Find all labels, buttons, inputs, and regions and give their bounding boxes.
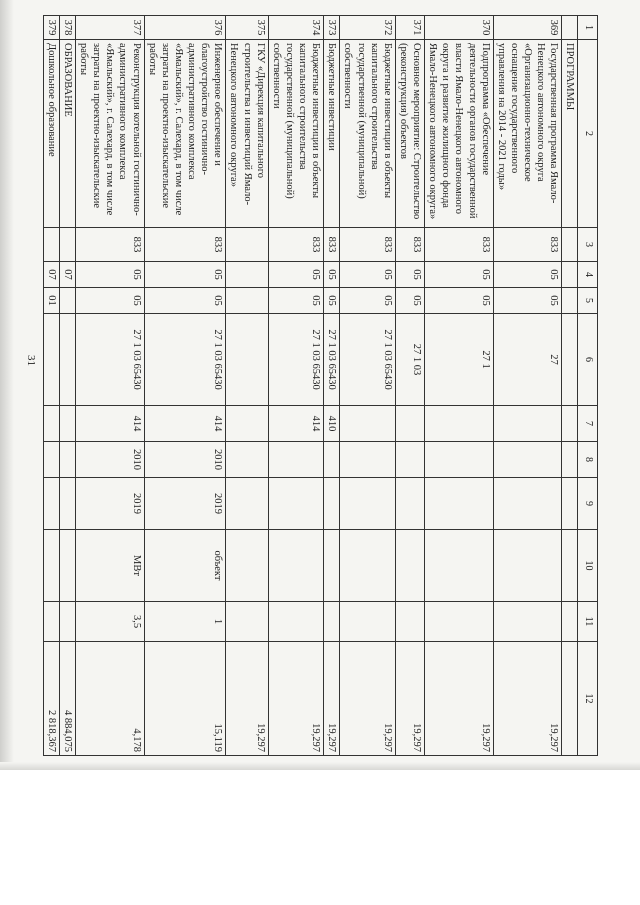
code-col7 <box>43 406 59 442</box>
year-start <box>59 442 75 478</box>
table-row <box>425 16 494 756</box>
code-col3 <box>43 228 59 262</box>
column-header: 5 <box>578 288 598 314</box>
row-number: 370 <box>425 16 494 40</box>
code-col3 <box>59 228 75 262</box>
row-name: Бюджетные инвестиции в объекты капитального строительства государственной (муниципальной) собственности <box>268 40 324 228</box>
table-row <box>493 16 562 756</box>
capacity <box>340 602 396 642</box>
table-row <box>268 16 324 756</box>
row-number: 377 <box>76 16 145 40</box>
amount: 4,178 <box>76 642 145 756</box>
year-start: 2010 <box>76 442 145 478</box>
code-col7: 414 <box>76 406 145 442</box>
amount: 19,297 <box>226 642 268 756</box>
code-col6 <box>226 314 268 406</box>
capacity <box>425 602 494 642</box>
code-col7: 410 <box>324 406 340 442</box>
year-start <box>493 442 562 478</box>
unit <box>324 530 340 602</box>
year-end <box>340 478 396 530</box>
code-col5: 05 <box>395 288 424 314</box>
table-row <box>76 16 145 756</box>
table-row <box>324 16 340 756</box>
year-end: 2019 <box>144 478 226 530</box>
code-col3 <box>562 228 578 262</box>
year-start <box>340 442 396 478</box>
code-col4: 05 <box>324 262 340 288</box>
year-start <box>268 442 324 478</box>
code-col6 <box>43 314 59 406</box>
amount: 4 884,075 <box>59 642 75 756</box>
code-col4: 05 <box>395 262 424 288</box>
code-col4: 05 <box>76 262 145 288</box>
column-header: 1 <box>578 16 598 40</box>
column-header: 9 <box>578 478 598 530</box>
amount: 19,297 <box>493 642 562 756</box>
row-name: Инженерное обеспечение и благоустройство гостинично-административного комплекса «Ямальский», г. Салехард, в том числе затраты на проектно-изыскательские работы <box>144 40 226 228</box>
code-col3: 833 <box>324 228 340 262</box>
unit <box>340 530 396 602</box>
table-row <box>226 16 268 756</box>
year-end: 2019 <box>76 478 145 530</box>
code-col3: 833 <box>425 228 494 262</box>
code-col7 <box>425 406 494 442</box>
unit <box>59 530 75 602</box>
row-name: Подпрограмма «Обеспечение деятельности органов государственной власти Ямало-Ненецкого автономного округа и развитие жилищного фонда Ямало-Ненецкого автономного округа» <box>425 40 494 228</box>
table-row <box>395 16 424 756</box>
amount: 15,119 <box>144 642 226 756</box>
column-header: 12 <box>578 642 598 756</box>
header-row <box>578 16 598 756</box>
year-start <box>226 442 268 478</box>
code-col4 <box>226 262 268 288</box>
code-col3: 833 <box>493 228 562 262</box>
capacity <box>268 602 324 642</box>
code-col4: 05 <box>144 262 226 288</box>
table-body <box>43 16 578 756</box>
year-start <box>43 442 59 478</box>
table-row <box>340 16 396 756</box>
year-start <box>425 442 494 478</box>
code-col4: 05 <box>340 262 396 288</box>
code-col5: 05 <box>493 288 562 314</box>
code-col4: 05 <box>425 262 494 288</box>
page-shadow-bottom <box>0 762 640 770</box>
row-number: 375 <box>226 16 268 40</box>
code-col6 <box>59 314 75 406</box>
row-name: Бюджетные инвестиции в объекты капитального строительства государственной (муниципальной) собственности <box>340 40 396 228</box>
column-header: 4 <box>578 262 598 288</box>
code-col6: 27 1 <box>425 314 494 406</box>
code-col6: 27 1 03 <box>395 314 424 406</box>
code-col4: 05 <box>268 262 324 288</box>
amount: 2 818,367 <box>43 642 59 756</box>
code-col3: 833 <box>76 228 145 262</box>
table-row <box>43 16 59 756</box>
code-col6: 27 1 03 65430 <box>76 314 145 406</box>
unit: МВт <box>76 530 145 602</box>
code-col6: 27 1 03 65430 <box>324 314 340 406</box>
capacity <box>562 602 578 642</box>
code-col5 <box>59 288 75 314</box>
capacity <box>493 602 562 642</box>
year-end <box>324 478 340 530</box>
code-col5 <box>562 288 578 314</box>
table-row <box>59 16 75 756</box>
column-header: 11 <box>578 602 598 642</box>
capacity: 1 <box>144 602 226 642</box>
year-end <box>226 478 268 530</box>
rotated-table-container <box>45 15 598 755</box>
year-start <box>562 442 578 478</box>
code-col3 <box>226 228 268 262</box>
amount: 19,297 <box>324 642 340 756</box>
amount: 19,297 <box>268 642 324 756</box>
page-number: 31 <box>25 355 37 366</box>
unit <box>43 530 59 602</box>
code-col4: 07 <box>43 262 59 288</box>
code-col7 <box>226 406 268 442</box>
capacity <box>324 602 340 642</box>
capacity <box>59 602 75 642</box>
capacity <box>226 602 268 642</box>
code-col5 <box>226 288 268 314</box>
code-col7 <box>340 406 396 442</box>
year-end <box>268 478 324 530</box>
code-col7 <box>562 406 578 442</box>
year-end <box>425 478 494 530</box>
amount: 19,297 <box>340 642 396 756</box>
code-col7 <box>493 406 562 442</box>
row-name: Бюджетные инвестиции <box>324 40 340 228</box>
code-col3: 833 <box>268 228 324 262</box>
amount <box>562 642 578 756</box>
budget-table <box>43 15 598 756</box>
unit <box>562 530 578 602</box>
code-col7: 414 <box>268 406 324 442</box>
year-start: 2010 <box>144 442 226 478</box>
year-start <box>324 442 340 478</box>
code-col5: 05 <box>324 288 340 314</box>
table-row <box>144 16 226 756</box>
amount: 19,297 <box>395 642 424 756</box>
row-name: ОБРАЗОВАНИЕ <box>59 40 75 228</box>
code-col5: 05 <box>76 288 145 314</box>
column-header: 7 <box>578 406 598 442</box>
year-end <box>395 478 424 530</box>
code-col5: 05 <box>425 288 494 314</box>
row-number: 374 <box>268 16 324 40</box>
row-number: 371 <box>395 16 424 40</box>
code-col7: 414 <box>144 406 226 442</box>
table-row <box>562 16 578 756</box>
code-col6: 27 <box>493 314 562 406</box>
unit <box>395 530 424 602</box>
code-col3: 833 <box>340 228 396 262</box>
code-col4: 05 <box>493 262 562 288</box>
code-col3: 833 <box>395 228 424 262</box>
row-name: Реконструкция котельной гостинично-административного комплекса «Ямальский», г. Салехард, в том числе затраты на проектно-изыскательские работы <box>76 40 145 228</box>
row-number: 376 <box>144 16 226 40</box>
row-number: 373 <box>324 16 340 40</box>
code-col3: 833 <box>144 228 226 262</box>
row-name: Дошкольное образование <box>43 40 59 228</box>
year-end <box>562 478 578 530</box>
capacity <box>395 602 424 642</box>
page-shadow-left <box>0 0 14 770</box>
year-end <box>43 478 59 530</box>
row-number: 369 <box>493 16 562 40</box>
code-col5: 05 <box>340 288 396 314</box>
code-col6 <box>562 314 578 406</box>
unit <box>268 530 324 602</box>
year-end <box>493 478 562 530</box>
unit <box>425 530 494 602</box>
code-col7 <box>59 406 75 442</box>
code-col5: 01 <box>43 288 59 314</box>
code-col6: 27 1 03 65430 <box>268 314 324 406</box>
amount: 19,297 <box>425 642 494 756</box>
row-number: 372 <box>340 16 396 40</box>
column-header: 8 <box>578 442 598 478</box>
column-header: 10 <box>578 530 598 602</box>
row-name: Основное мероприятие: Строительство (реконструкция) объектов <box>395 40 424 228</box>
code-col6: 27 1 03 65430 <box>340 314 396 406</box>
code-col7 <box>395 406 424 442</box>
capacity <box>43 602 59 642</box>
year-start <box>395 442 424 478</box>
unit <box>226 530 268 602</box>
year-end <box>59 478 75 530</box>
row-name: ПРОГРАММЫ <box>562 40 578 228</box>
row-number: 378 <box>59 16 75 40</box>
code-col5: 05 <box>268 288 324 314</box>
column-header: 2 <box>578 40 598 228</box>
code-col4: 07 <box>59 262 75 288</box>
row-number: 379 <box>43 16 59 40</box>
column-header: 6 <box>578 314 598 406</box>
unit: объект <box>144 530 226 602</box>
column-header: 3 <box>578 228 598 262</box>
row-name: ГКУ «Дирекция капитального строительства и инвестиций Ямало-Ненецкого автономного округа» <box>226 40 268 228</box>
row-name: Государственная программа Ямало-Ненецкого автономного округа «Организационно-техническое оснащение государственного управления на 2014 - 2021 годы» <box>493 40 562 228</box>
code-col4 <box>562 262 578 288</box>
code-col5: 05 <box>144 288 226 314</box>
capacity: 3,5 <box>76 602 145 642</box>
unit <box>493 530 562 602</box>
code-col6: 27 1 03 65430 <box>144 314 226 406</box>
row-number <box>562 16 578 40</box>
